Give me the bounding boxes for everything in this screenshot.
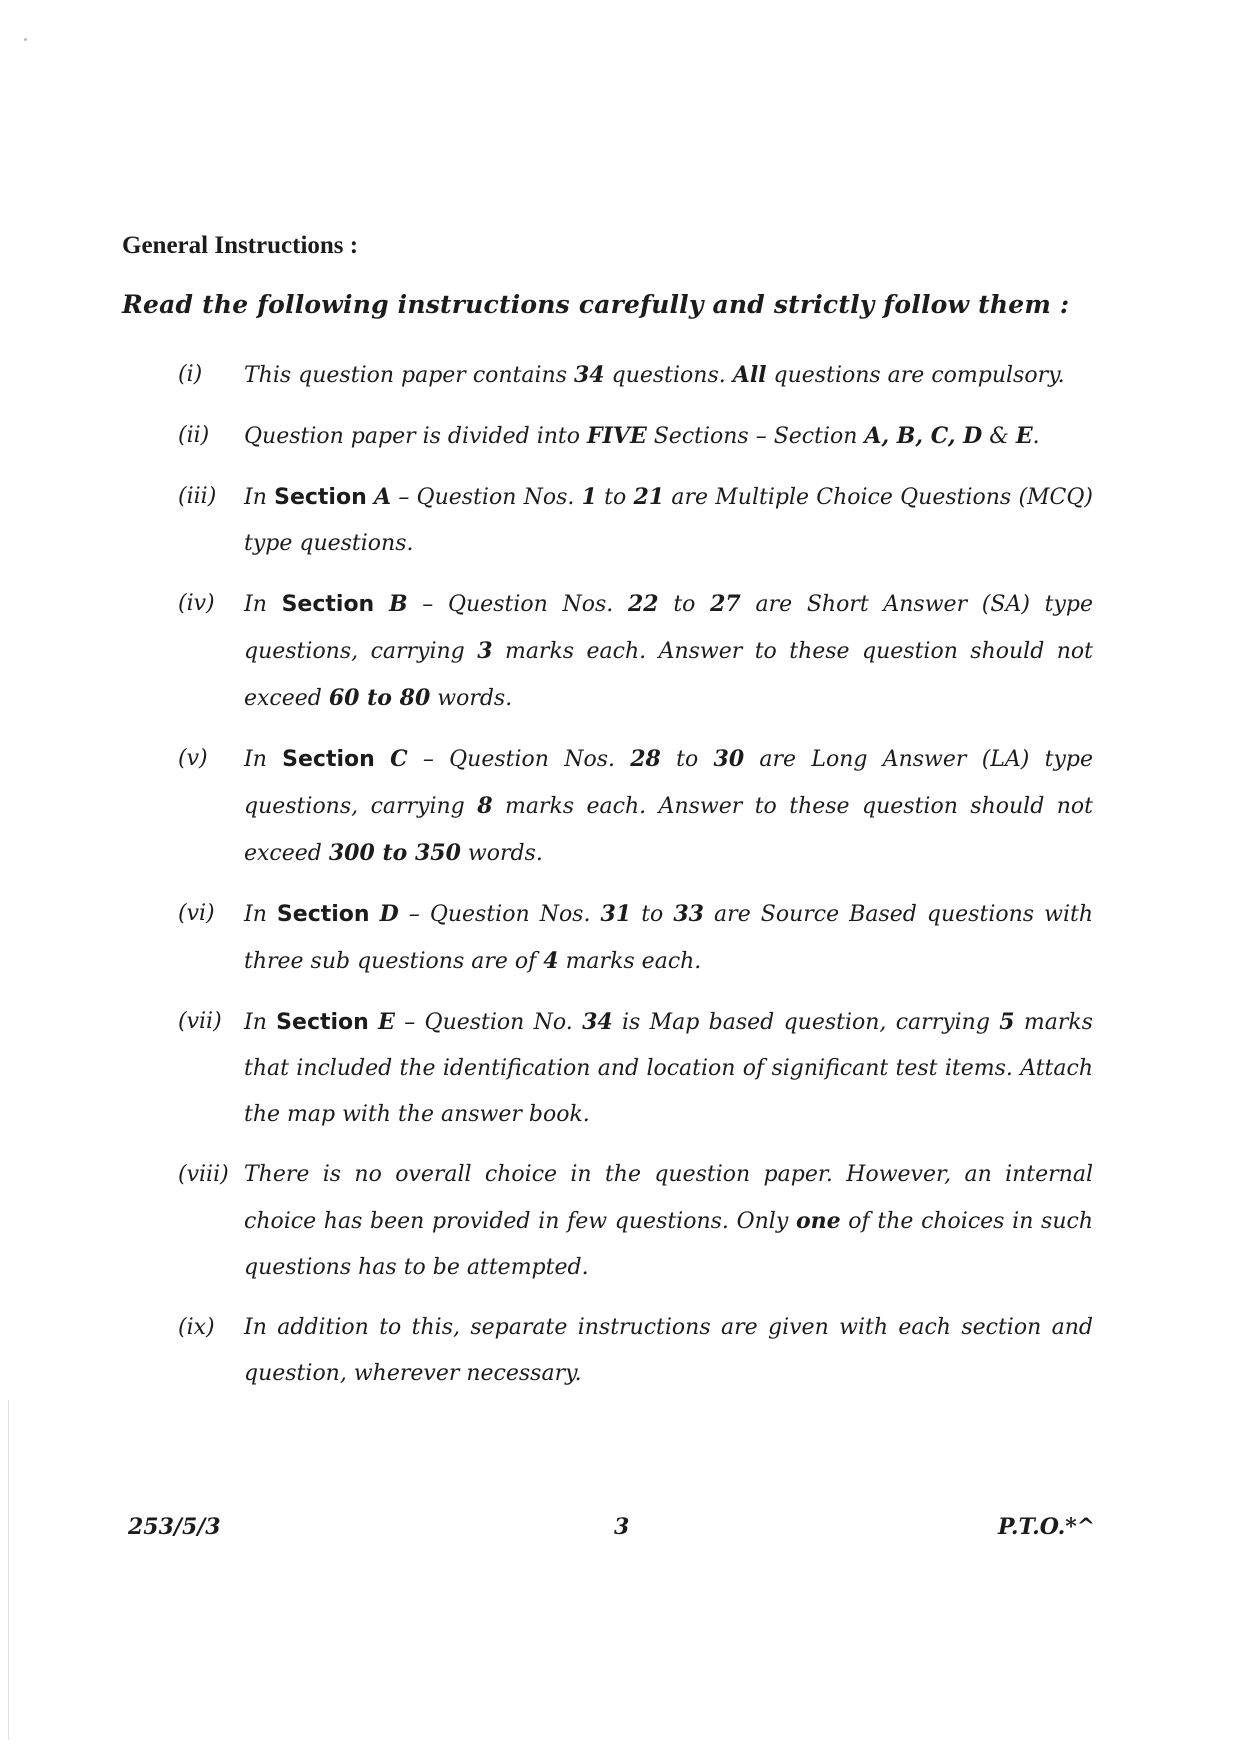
text-run: are Long Answer (LA) type questions, carrying [244,747,1094,819]
text-run: to [631,902,674,927]
text-run: In [244,902,277,927]
instruction-item [178,1152,1093,1291]
item-gap [178,985,1093,999]
section-word: Section [274,485,367,510]
text-run: There is no overall choice in the question paper. However, an internal choice has been provided in few questions. Only [244,1162,1093,1234]
text-run: – Question Nos. [391,485,582,510]
instruction-number: (ix) [178,1315,215,1340]
instruction-number: (viii) [178,1162,229,1187]
instruction-text [244,1305,1093,1397]
pto-marker: P.T.O.*^ [998,1514,1096,1540]
text-run: questions are compulsory. [766,363,1065,388]
text-run: In [244,592,282,617]
text-run: marks each. Answer to these question should not exceed [244,639,1093,711]
instructions-list [178,352,1093,1397]
text-run: Sections – Section [646,424,865,449]
instruction-number: (vii) [178,1009,222,1034]
text-run: & [982,424,1016,449]
emphasis-text: one [795,1208,841,1234]
instruction-item [178,352,1093,399]
text-run [374,592,389,617]
emphasis-text: D [379,901,399,927]
text-run: – Question Nos. [398,902,601,927]
text-run [370,902,380,927]
text-run: marks each. [558,949,702,974]
item-gap [178,877,1093,891]
section-word: Section [276,1010,369,1035]
text-run: In [244,1010,277,1035]
text-run: are Multiple Choice Questions (MCQ) type questions. [244,485,1094,556]
text-run: – Question Nos. [407,747,631,772]
item-gap [178,460,1093,474]
item-gap [178,722,1093,736]
general-instructions-heading: General Instructions : [122,232,359,259]
emphasis-text: 5 [999,1009,1015,1035]
emphasis-text: 27 [710,591,741,617]
emphasis-text: All [732,362,767,388]
text-run: words. [460,841,543,866]
emphasis-text: E [378,1009,395,1035]
scan-speck [24,38,27,41]
text-run [367,485,374,510]
emphasis-text: 22 [627,591,659,617]
emphasis-text: 21 [633,484,665,510]
emphasis-text: 1 [581,484,597,510]
instruction-item [178,999,1093,1138]
item-gap [178,399,1093,413]
emphasis-text: 28 [630,746,661,772]
text-run: to [658,592,711,617]
paper-code: 253/5/3 [128,1514,221,1540]
text-run: marks that included the identification and location of significant test items. Attach the map with the answer book. [244,1010,1093,1127]
instruction-item [178,736,1093,877]
instruction-number: (ii) [178,423,210,448]
text-run [369,1010,378,1035]
instruction-number: (iii) [178,484,217,509]
emphasis-text: FIVE [586,423,647,449]
text-run: questions. [604,363,733,388]
text-run: . [1032,424,1040,449]
instruction-number: (iv) [178,591,215,616]
emphasis-text: A, B, C, D [864,423,983,449]
emphasis-text: 34 [574,362,605,388]
text-run: This question paper contains [244,363,574,388]
instruction-text [244,736,1093,877]
instruction-text [244,891,1093,985]
page-number: 3 [614,1514,630,1540]
emphasis-text: 34 [582,1009,613,1035]
text-run: In [244,485,275,510]
instruction-item [178,891,1093,985]
text-run: are Short Answer (SA) type questions, carrying [244,592,1094,664]
text-run: – Question Nos. [407,592,628,617]
instruction-text [244,999,1093,1138]
emphasis-text: 300 to 350 [328,840,461,866]
item-gap [178,567,1093,581]
emphasis-text: 4 [543,948,559,974]
text-run: is Map based question, carrying [612,1010,1000,1035]
item-gap [178,1291,1093,1305]
scan-edge-line [8,1400,9,1740]
emphasis-text: C [390,746,408,772]
section-word: Section [281,592,375,617]
instruction-text [244,1152,1093,1291]
text-run: – Question No. [394,1010,583,1035]
instruction-number: (v) [178,746,208,771]
instruction-item [178,1305,1093,1397]
section-word: Section [282,747,375,772]
emphasis-text: B [388,591,408,617]
section-word: Section [276,902,370,927]
text-run [375,747,390,772]
text-run: In addition to this, separate instructions are given with each section and question, wherever necessary. [244,1315,1093,1386]
instruction-text [244,474,1093,567]
emphasis-text: 33 [673,901,704,927]
emphasis-text: E [1015,423,1033,449]
emphasis-text: 3 [477,638,493,664]
instruction-text [244,581,1093,722]
instruction-number: (vi) [178,901,215,926]
emphasis-text: 30 [713,746,745,772]
instruction-text [244,352,1093,399]
instruction-item [178,413,1093,460]
emphasis-text: 8 [477,793,493,819]
text-run: marks each. Answer to these question should not exceed [244,794,1093,866]
instruction-item [178,581,1093,722]
text-run: of the choices in such questions has to be attempted. [244,1209,1093,1280]
item-gap [178,1138,1093,1152]
text-run: to [596,485,634,510]
emphasis-text: 31 [600,901,632,927]
emphasis-text: A [374,484,392,510]
text-run: are Source Based questions with three sub questions are of [244,902,1093,974]
text-run: In [244,747,283,772]
text-run: words. [430,686,513,711]
instructions-subheading: Read the following instructions carefully and strictly follow them : [122,290,1070,319]
instruction-number: (i) [178,362,203,387]
instruction-item [178,474,1093,567]
instruction-text [244,413,1093,460]
text-run: Question paper is divided into [244,424,587,449]
text-run: to [660,747,714,772]
emphasis-text: 60 to 80 [328,685,431,711]
